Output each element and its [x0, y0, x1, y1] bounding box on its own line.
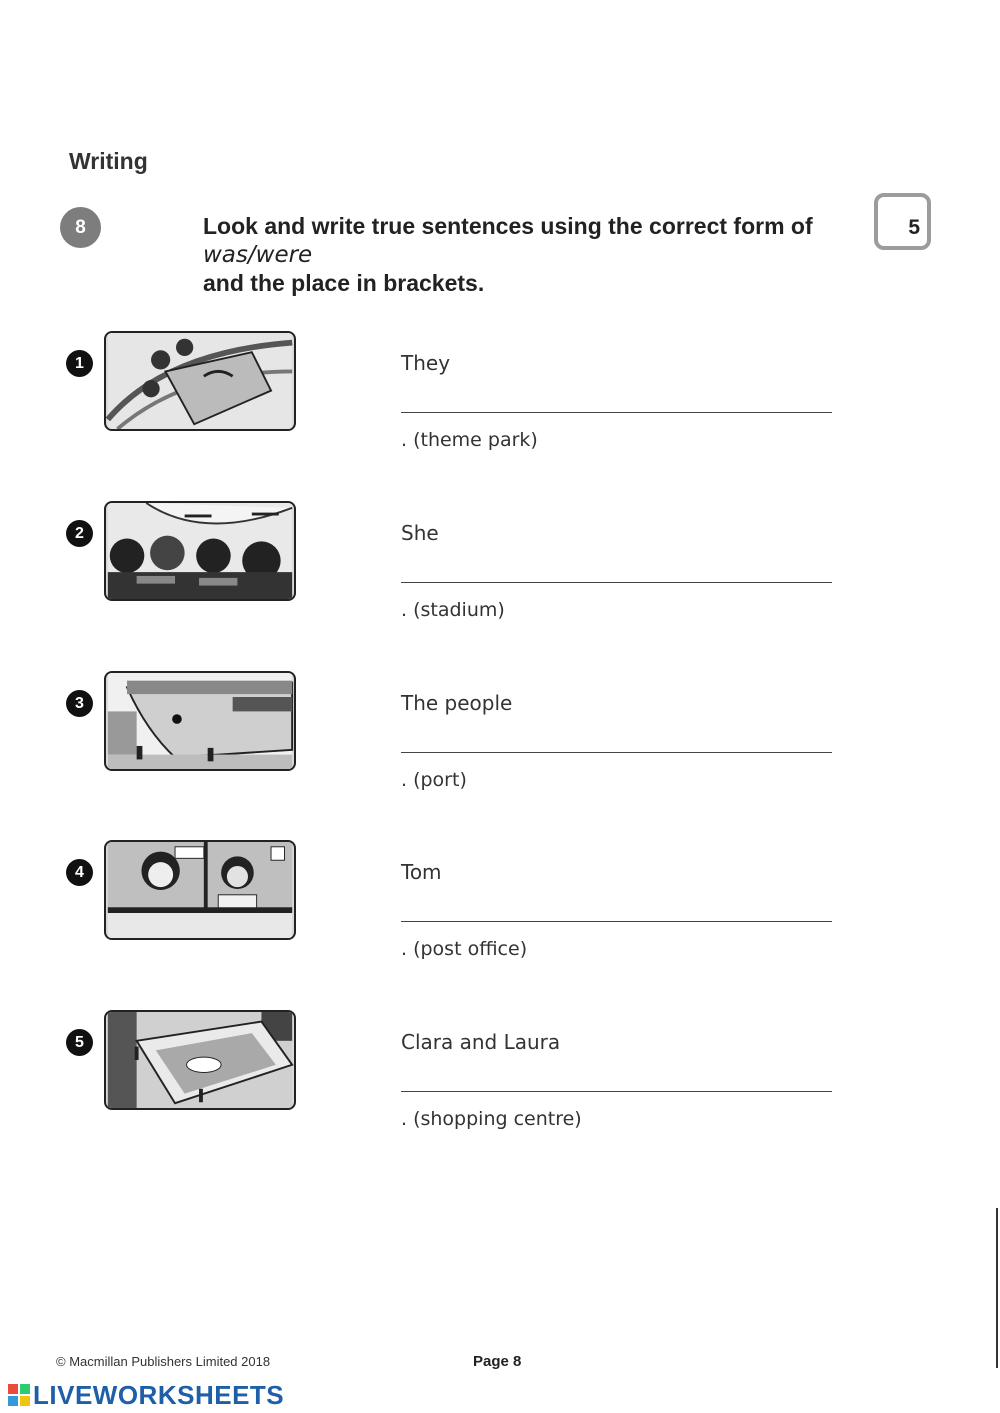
roller-coaster-illustration [106, 333, 294, 429]
sentence-subject: They [401, 351, 451, 375]
copyright-notice: © Macmillan Publishers Limited 2018 [56, 1354, 271, 1369]
answer-input[interactable] [401, 581, 832, 583]
answer-input[interactable] [401, 411, 832, 413]
section-title: Writing [69, 148, 148, 174]
place-hint: . (theme park) [401, 429, 538, 451]
answer-input[interactable] [401, 920, 832, 922]
place-hint: . (port) [401, 769, 467, 791]
liveworksheets-brand[interactable] [8, 1380, 284, 1410]
logo-tile [20, 1384, 30, 1394]
item-number-badge: 4 [66, 859, 93, 886]
answer-input[interactable] [401, 1090, 832, 1092]
exercise-instruction [203, 212, 843, 297]
item-number-badge: 2 [66, 520, 93, 547]
place-hint: . (stadium) [401, 599, 505, 621]
sentence-subject: Clara and Laura [401, 1030, 561, 1054]
picture-port [104, 671, 296, 771]
item-number-badge: 5 [66, 1029, 93, 1056]
place-hint: . (shopping centre) [401, 1108, 582, 1130]
picture-stadium [104, 501, 296, 601]
picture-post-office [104, 840, 296, 940]
logo-tile [8, 1396, 18, 1406]
brand-text: LIVEWORKSHEETS [33, 1379, 285, 1410]
shopping-centre-illustration [106, 1012, 294, 1108]
sentence-subject: Tom [401, 860, 442, 884]
exercise-item [0, 1010, 1000, 1150]
instruction-text-end: and the place in brackets. [203, 270, 485, 296]
exercise-item [0, 331, 1000, 471]
sentence-subject: She [401, 521, 439, 545]
liveworksheets-logo-icon [8, 1384, 30, 1406]
post-office-counter-illustration [106, 842, 294, 938]
exercise-item [0, 671, 1000, 811]
stadium-crowd-illustration [106, 503, 294, 599]
picture-theme-park [104, 331, 296, 431]
instruction-text-start: Look and write true sentences using the correct form of [203, 213, 813, 239]
exercise-item [0, 501, 1000, 641]
place-hint: . (post office) [401, 938, 528, 960]
score-box [874, 193, 931, 250]
logo-tile [8, 1384, 18, 1394]
answer-input[interactable] [401, 751, 832, 753]
logo-tile [20, 1396, 30, 1406]
instruction-italic-term: was/were [203, 242, 313, 268]
page-number: Page 8 [473, 1353, 522, 1370]
exercise-item [0, 840, 1000, 980]
right-edge-line [996, 1208, 998, 1368]
ship-at-port-illustration [106, 673, 294, 769]
sentence-subject: The people [401, 691, 513, 715]
score-value: 5 [908, 216, 920, 239]
item-number-badge: 3 [66, 690, 93, 717]
picture-shopping-centre [104, 1010, 296, 1110]
exercise-number-badge: 8 [60, 207, 101, 248]
item-number-badge: 1 [66, 350, 93, 377]
